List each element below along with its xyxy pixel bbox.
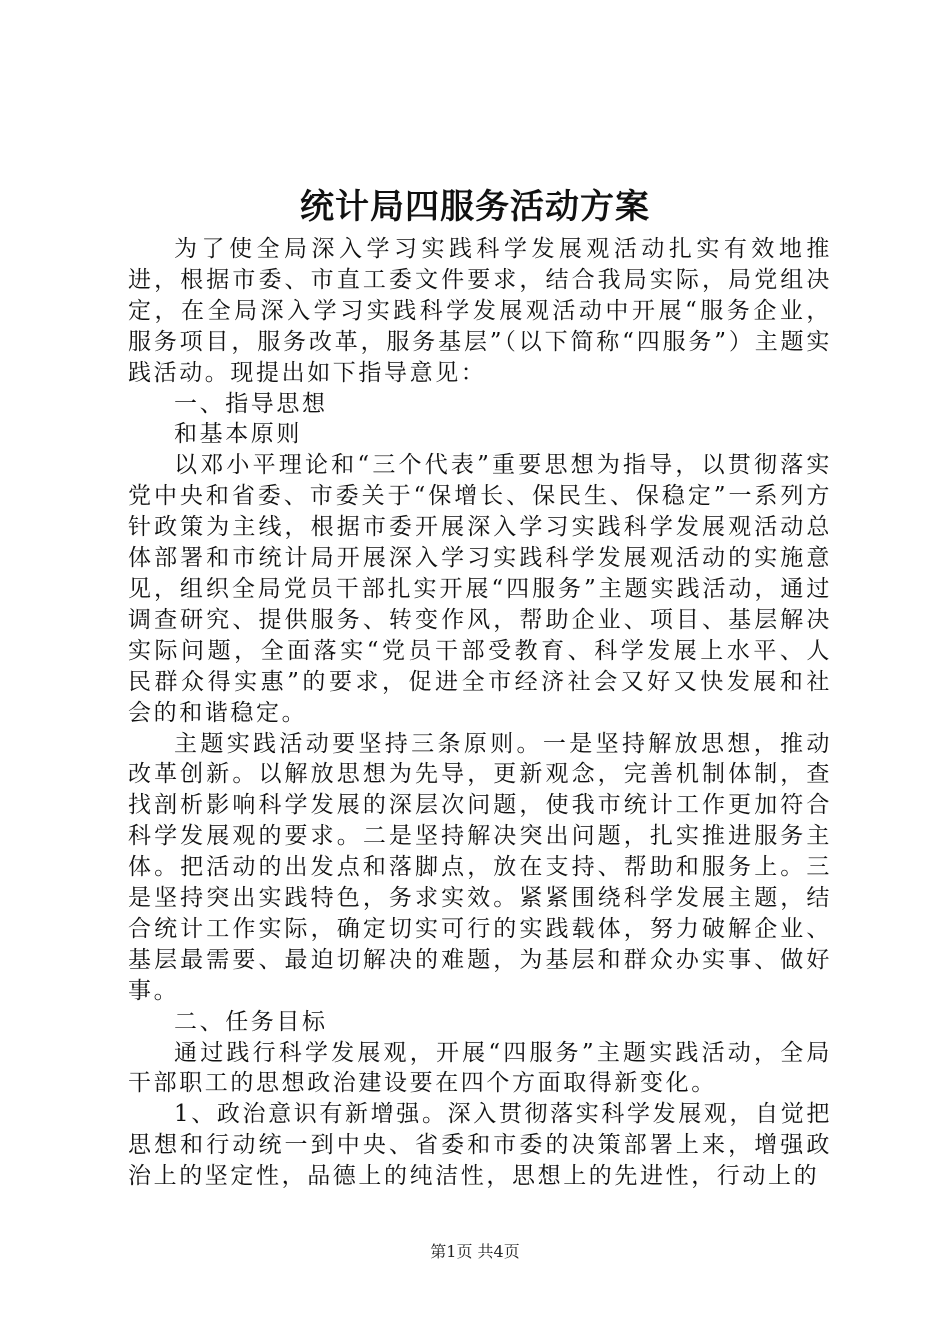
task-goals-paragraph: 通过践行科学发展观，开展“四服务”主题实践活动，全局干部职工的思想政治建设要在四个方面取得新变化。	[128, 1039, 832, 1097]
intro-paragraph: 为了使全局深入学习实践科学发展观活动扎实有效地推进，根据市委、市直工委文件要求，结合我局实际，局党组决定，在全局深入学习实践科学发展观活动中开展“服务企业，服务项目，服务改革，服务基层”（以下简称“四服务”）主题实践活动。现提出如下指导意见：	[128, 236, 832, 386]
document-title: 统计局四服务活动方案	[300, 187, 650, 227]
guiding-thought-paragraph: 以邓小平理论和“三个代表”重要思想为指导，以贯彻落实党中央和省委、市委关于“保增长、保民生、保稳定”一系列方针政策为主线，根据市委开展深入学习实践科学发展观活动总体部署和市统计局开展深入学习实践科学发展观活动的实施意见，组织全局党员干部扎实开展“四服务”主题实践活动，通过调查研究、提供服务、转变作风，帮助企业、项目、基层解决实际问题，全面落实“党员干部受教育、科学发展上水平、人民群众得实惠”的要求，促进全市经济社会又好又快发展和社会的和谐稳定。	[128, 452, 832, 726]
document-body	[128, 234, 832, 1192]
section-heading-principles: 和基本原则	[174, 421, 302, 448]
section-heading-task-goals: 二、任务目标	[174, 1008, 328, 1035]
section-heading-guiding-thought: 一、指导思想	[174, 390, 328, 417]
goal-item-1-paragraph: 1、政治意识有新增强。深入贯彻落实科学发展观，自觉把思想和行动统一到中央、省委和市委的决策部署上来，增强政治上的坚定性，品德上的纯洁性，思想上的先进性，行动上的	[128, 1101, 832, 1190]
principles-paragraph: 主题实践活动要坚持三条原则。一是坚持解放思想，推动改革创新。以解放思想为先导，更新观念，完善机制体制，查找剖析影响科学发展的深层次问题，使我市统计工作更加符合科学发展观的要求。二是坚持解决突出问题，扎实推进服务主体。把活动的出发点和落脚点，放在支持、帮助和服务上。三是坚持突出实践特色，务求实效。紧紧围绕科学发展主题，结合统计工作实际，确定切实可行的实践载体，努力破解企业、基层最需要、最迫切解决的难题，为基层和群众办实事、做好事。	[128, 730, 832, 1004]
page-footer: 第1页 共4页	[430, 1242, 520, 1261]
